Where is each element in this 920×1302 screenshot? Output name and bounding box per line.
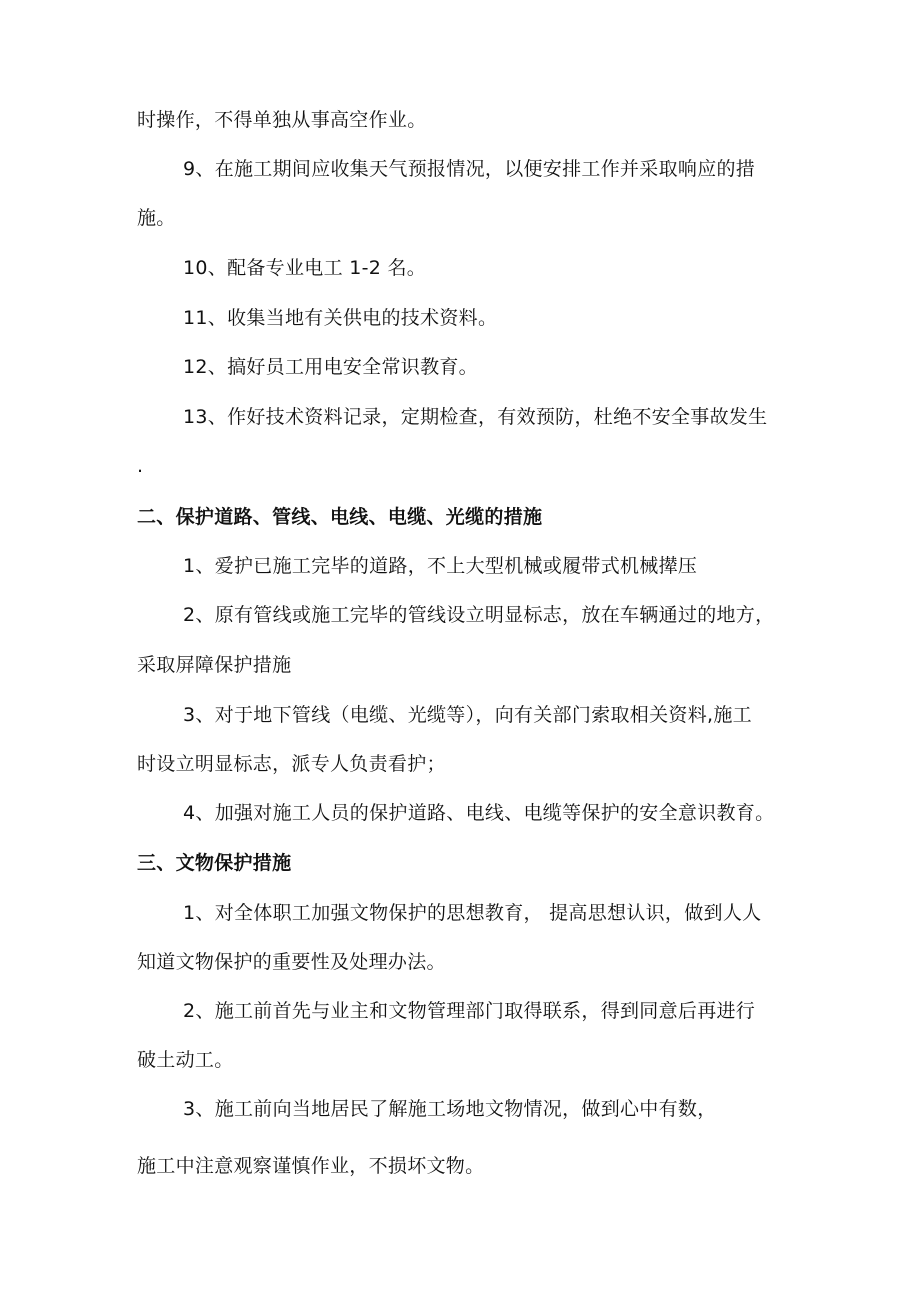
text-line: 知道文物保护的重要性及处理办法。 (137, 951, 446, 973)
text-line: 12、搞好员工用电安全常识教育。 (183, 356, 478, 378)
text-line: 3、对于地下管线（电缆、光缆等），向有关部门索取相关资料,施工 (183, 704, 752, 726)
text-line: 3、施工前向当地居民了解施工场地文物情况，做到心中有数， (183, 1098, 717, 1120)
text-line: . (137, 455, 144, 477)
text-line: 4、加强对施工人员的保护道路、电线、电缆等保护的安全意识教育。 (183, 802, 775, 824)
text-line: 1、爱护已施工完毕的道路，不上大型机械或履带式机械撵压 (183, 555, 698, 577)
text-line: 11、收集当地有关供电的技术资料。 (183, 307, 498, 329)
text-line: 2、原有管线或施工完毕的管线设立明显标志，放在车辆通过的地方， (183, 604, 775, 626)
section-heading: 三、文物保护措施 (137, 852, 292, 874)
section-heading: 二、保护道路、管线、电线、电缆、光缆的措施 (137, 506, 543, 528)
text-line: 9、在施工期间应收集天气预报情况，以便安排工作并采取响应的措 (183, 158, 756, 180)
text-line: 施。 (137, 207, 176, 229)
text-line: 时设立明显标志，派专人负责看护； (137, 753, 446, 775)
text-line: 施工中注意观察谨慎作业，不损坏文物。 (137, 1155, 485, 1177)
text-line: 2、施工前首先与业主和文物管理部门取得联系，得到同意后再进行 (183, 1000, 756, 1022)
text-line: 10、配备专业电工 1-2 名。 (183, 257, 427, 279)
text-line: 时操作，不得单独从事高空作业。 (137, 109, 427, 131)
text-line: 采取屏障保护措施 (137, 654, 292, 676)
text-line: 13、作好技术资料记录，定期检查，有效预防，杜绝不安全事故发生 (183, 406, 768, 428)
text-line: 破土动工。 (137, 1049, 234, 1071)
text-line: 1、对全体职工加强文物保护的思想教育， 提高思想认识，做到人人 (183, 902, 762, 924)
